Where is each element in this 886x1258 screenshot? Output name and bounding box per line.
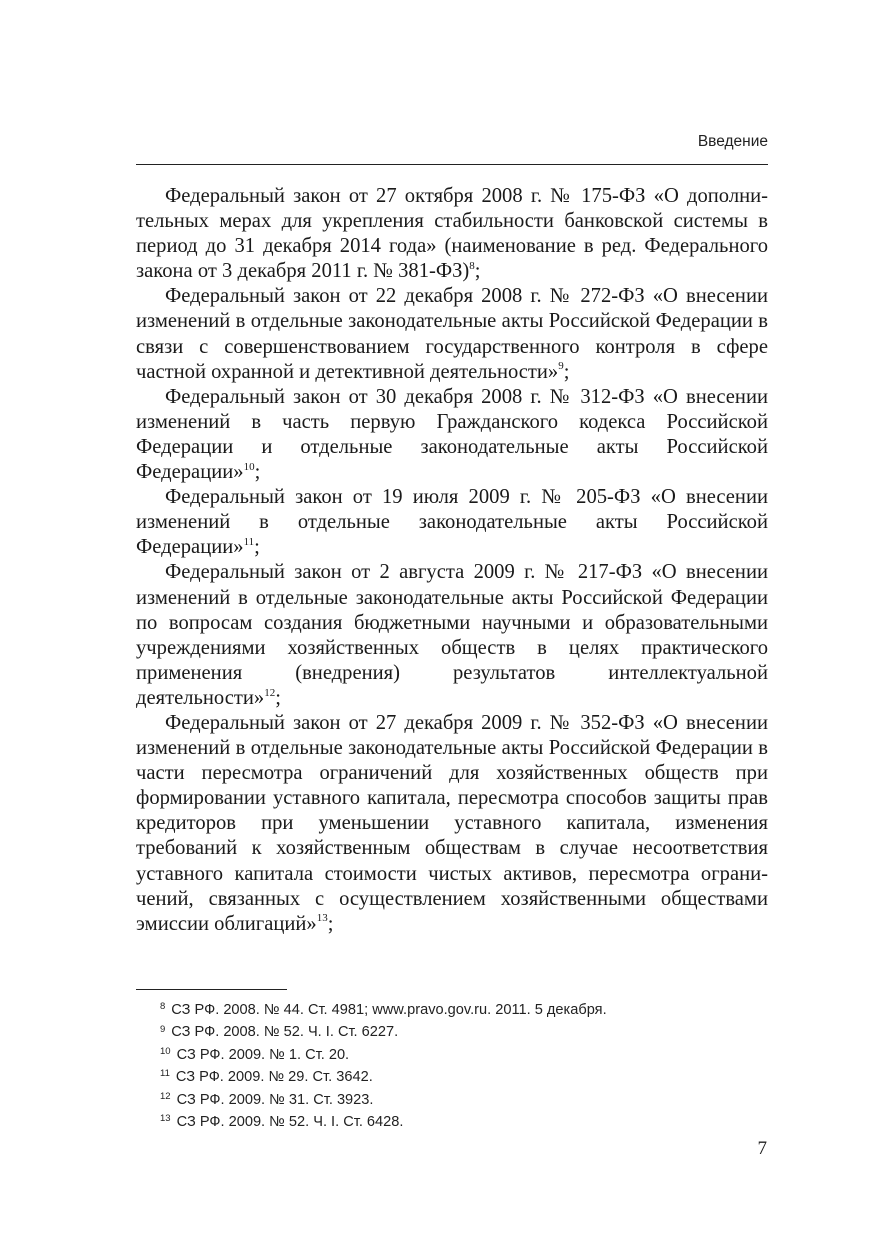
footnote-text: СЗ РФ. 2009. № 31. Ст. 3923. [176, 1091, 374, 1108]
footnote-ref-9[interactable]: 9 [558, 360, 564, 373]
footnote-text: СЗ РФ. 2009. № 1. Ст. 20. [176, 1046, 350, 1063]
paragraph-end: ; [254, 461, 261, 484]
footnote-13 [160, 1112, 760, 1134]
paragraph-end: ; [563, 360, 570, 383]
footnote-number: 12 [160, 1090, 171, 1102]
footnote-text: СЗ РФ. 2009. № 52. Ч. I. Ст. 6428. [176, 1114, 404, 1131]
law-paragraph-175 [136, 184, 768, 284]
footnote-text: СЗ РФ. 2008. № 52. Ч. I. Ст. 6227. [171, 1024, 399, 1041]
paragraph-end: ; [254, 536, 260, 559]
paragraph-text: Федеральный закон от 30 декабря 2008 г. № 312-ФЗ «О внесении изменений в часть первую Гражданского кодекса Российской Федерации и отдельные законодательные акты Российской Федерации» [136, 385, 768, 484]
body-text [136, 184, 768, 937]
footnote-12 [160, 1090, 760, 1112]
footnotes [160, 1000, 760, 1134]
footnote-rule [136, 989, 287, 990]
footnote-text: СЗ РФ. 2008. № 44. Ст. 4981; www.pravo.gov.ru. 2011. 5 декабря. [171, 1002, 607, 1018]
footnote-number: 11 [160, 1068, 170, 1080]
paragraph-end: ; [327, 912, 334, 935]
footnote-number: 9 [160, 1023, 166, 1035]
footnote-ref-11[interactable]: 11 [243, 536, 255, 549]
footnote-10 [160, 1045, 760, 1067]
paragraph-end: ; [275, 686, 281, 709]
footnote-ref-10[interactable]: 10 [243, 460, 255, 473]
footnote-ref-12[interactable]: 12 [264, 686, 276, 699]
footnote-number: 10 [160, 1046, 171, 1058]
footnote-8 [160, 1000, 760, 1022]
page-number: 7 [757, 1138, 767, 1159]
footnote-11 [160, 1067, 760, 1089]
law-paragraph-352 [136, 711, 768, 937]
footnote-text: СЗ РФ. 2009. № 29. Ст. 3642. [175, 1069, 373, 1086]
paragraph-text: Федеральный закон от 2 августа 2009 г. № 217-ФЗ «О внесении изменений в отдельные законодательные акты Российской Федерации по вопросам создания бюджетными научными и образовательными учреждениями хозяйственных обществ в целях практического применения (внедрения) результатов интеллектуальной деятельности» [136, 561, 768, 709]
law-paragraph-272 [136, 284, 768, 384]
running-head: Введение [697, 133, 768, 150]
law-paragraph-312 [136, 385, 768, 485]
footnote-9 [160, 1022, 760, 1044]
footnote-number: 8 [160, 1001, 166, 1013]
law-paragraph-205 [136, 485, 768, 560]
law-paragraph-217 [136, 560, 768, 711]
footnote-ref-13[interactable]: 13 [316, 912, 328, 925]
header-rule [136, 164, 768, 165]
paragraph-text: Федеральный закон от 22 декабря 2008 г. № 272-ФЗ «О внесении изменений в отдельные законодательные акты Российской Федерации в связи с совершенствованием государственного контроля в сфере частной охранной и детективной деятельности» [136, 285, 768, 383]
footnote-ref-8[interactable]: 8 [469, 260, 475, 273]
paragraph-text: Федеральный закон от 19 июля 2009 г. № 205-ФЗ «О внесении изменений в отдельные законодательные акты Российской Федерации» [136, 486, 768, 559]
footnote-number: 13 [160, 1113, 171, 1125]
paragraph-text: Федеральный закон от 27 октября 2008 г. № 175-ФЗ «О дополнительных мерах для укрепления стабильности банковской системы в период до 31 декабря 2014 года» (наименование в ред. Федерального закона от 3 декабря 2011 г. № 381-ФЗ) [136, 185, 768, 283]
paragraph-text: Федеральный закон от 27 декабря 2009 г. № 352-ФЗ «О внесении изменений в отдельные законодательные акты Российской Федерации в части пересмотра ограничений для хозяйственных обществ при формировании уставного капитала, пересмотра способов защиты прав кредиторов при уменьшении уставного капитала, изменения требований к хозяйственным обществам в случае несоответствия уставного капитала стоимости чистых активов, пересмотра ограничений, связанных с осуществлением хозяйственными обществами эмиссии облигаций» [136, 711, 768, 935]
paragraph-end: ; [474, 260, 481, 283]
